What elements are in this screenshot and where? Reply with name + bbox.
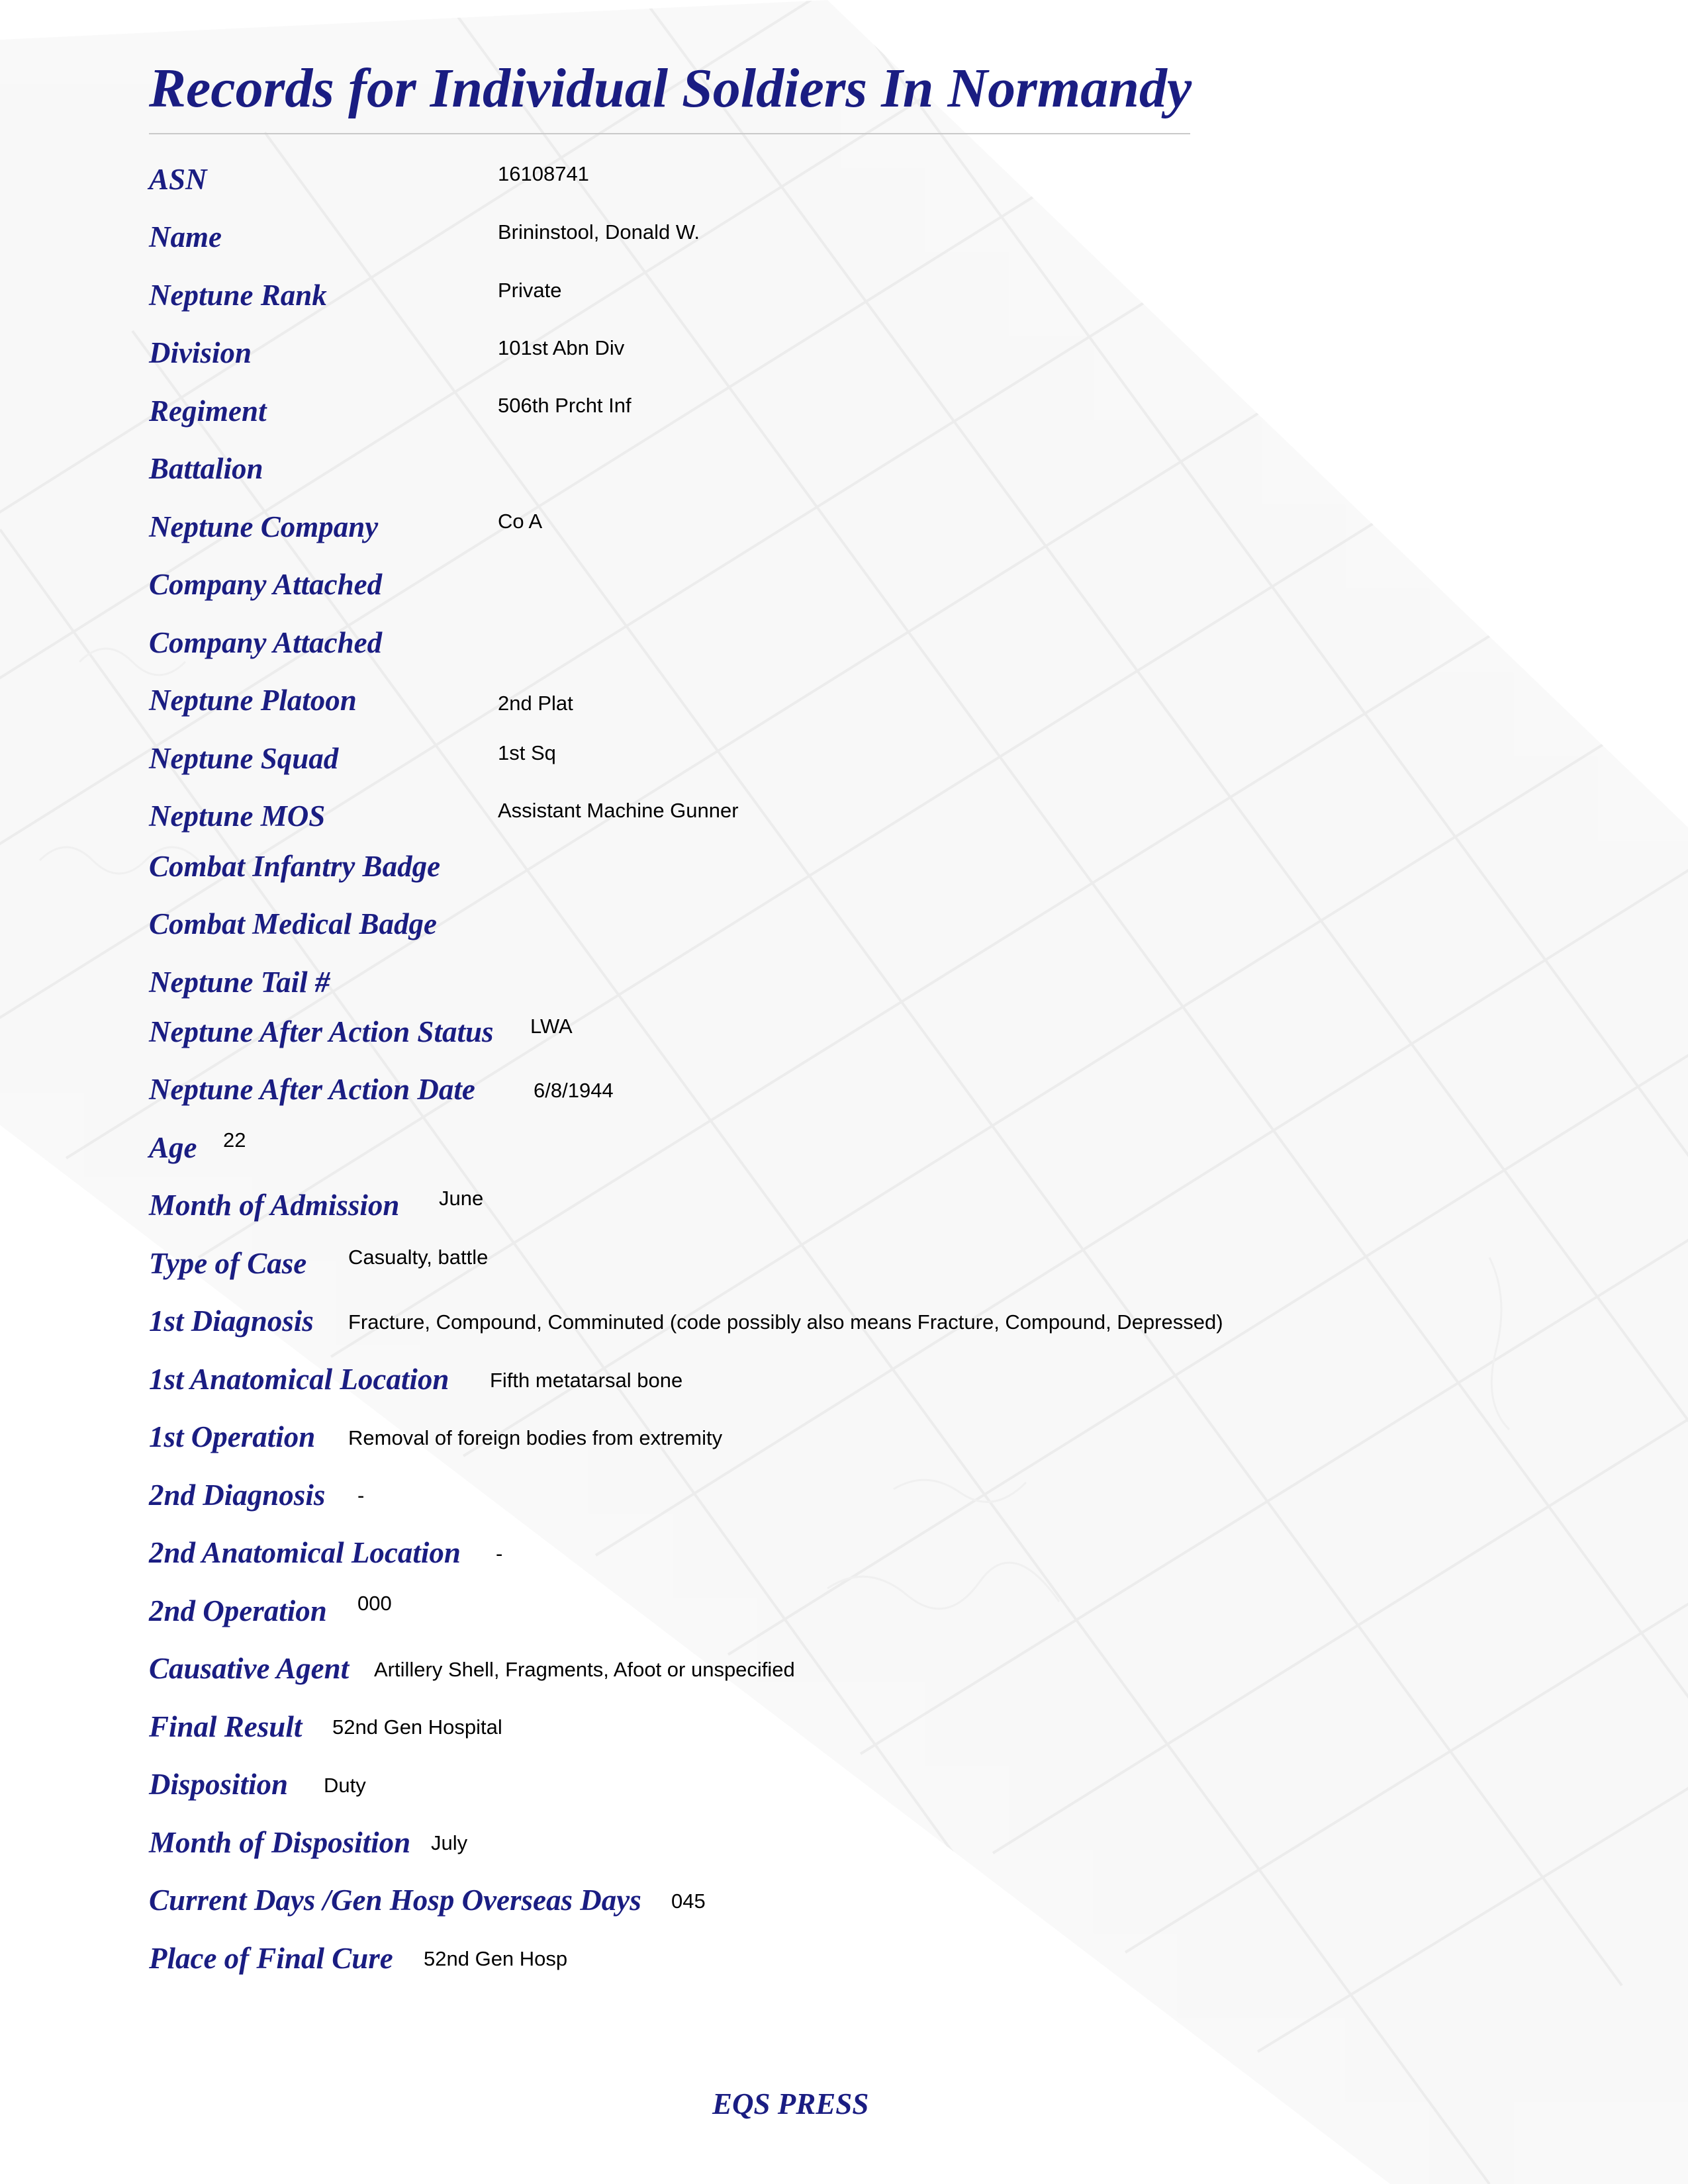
field-label-month-of-admission: Month of Admission [149, 1189, 400, 1222]
field-label-1st-diagnosis: 1st Diagnosis [149, 1304, 314, 1338]
page-title: Records for Individual Soldiers In Normandy [149, 58, 1192, 119]
field-label-2nd-diagnosis: 2nd Diagnosis [149, 1479, 326, 1512]
field-label-current-days-overseas: Current Days /Gen Hosp Overseas Days [149, 1884, 641, 1917]
field-value-division: 101st Abn Div [498, 336, 625, 359]
field-value-1st-diagnosis: Fracture, Compound, Comminuted (code possibly also means Fracture, Compound, Depressed) [348, 1310, 1223, 1334]
field-label-1st-operation: 1st Operation [149, 1420, 316, 1453]
field-value-regiment: 506th Prcht Inf [498, 394, 632, 417]
field-label-neptune-rank: Neptune Rank [149, 279, 327, 312]
field-value-type-of-case: Casualty, battle [348, 1246, 489, 1269]
field-label-neptune-tail-number: Neptune Tail # [149, 966, 330, 999]
field-label-asn: ASN [149, 163, 207, 196]
field-value-after-action-status: LWA [530, 1015, 573, 1038]
field-label-combat-medical-badge: Combat Medical Badge [149, 907, 437, 940]
field-label-age: Age [149, 1131, 197, 1164]
field-value-1st-anatomical-location: Fifth metatarsal bone [490, 1369, 683, 1392]
field-label-after-action-date: Neptune After Action Date [149, 1073, 475, 1106]
field-label-final-result: Final Result [149, 1710, 303, 1743]
field-value-neptune-rank: Private [498, 279, 562, 302]
field-value-after-action-date: 6/8/1944 [534, 1079, 614, 1102]
field-value-final-result: 52nd Gen Hospital [332, 1715, 502, 1739]
field-value-neptune-mos: Assistant Machine Gunner [498, 799, 739, 822]
field-value-place-of-final-cure: 52nd Gen Hosp [424, 1947, 568, 1970]
field-label-type-of-case: Type of Case [149, 1247, 307, 1280]
field-value-causative-agent: Artillery Shell, Fragments, Afoot or unspecified [374, 1658, 795, 1681]
field-label-battalion: Battalion [149, 452, 263, 485]
field-label-company-attached-2: Company Attached [149, 626, 383, 659]
title-underline [149, 133, 1190, 134]
field-label-neptune-company: Neptune Company [149, 510, 379, 543]
field-value-age: 22 [223, 1128, 246, 1152]
field-value-neptune-company: Co A [498, 510, 543, 533]
field-value-neptune-platoon: 2nd Plat [498, 692, 573, 715]
field-label-causative-agent: Causative Agent [149, 1652, 350, 1685]
field-value-2nd-operation: 000 [357, 1592, 392, 1615]
field-label-division: Division [149, 336, 252, 369]
field-label-regiment: Regiment [149, 394, 267, 428]
field-label-neptune-mos: Neptune MOS [149, 799, 326, 833]
field-label-neptune-platoon: Neptune Platoon [149, 684, 357, 717]
field-value-month-of-admission: June [439, 1187, 484, 1210]
field-value-name: Brininstool, Donald W. [498, 220, 700, 244]
field-label-2nd-operation: 2nd Operation [149, 1594, 327, 1627]
field-label-combat-infantry-badge: Combat Infantry Badge [149, 850, 441, 883]
field-label-company-attached: Company Attached [149, 568, 383, 601]
field-value-2nd-diagnosis: - [357, 1484, 365, 1507]
field-label-place-of-final-cure: Place of Final Cure [149, 1942, 393, 1975]
field-label-month-of-disposition: Month of Disposition [149, 1826, 411, 1859]
field-label-disposition: Disposition [149, 1768, 289, 1801]
field-value-neptune-squad: 1st Sq [498, 741, 556, 764]
field-value-2nd-anatomical-location: - [496, 1542, 503, 1565]
field-value-disposition: Duty [324, 1774, 366, 1797]
field-value-asn: 16108741 [498, 162, 589, 185]
field-label-neptune-squad: Neptune Squad [149, 742, 339, 775]
field-value-1st-operation: Removal of foreign bodies from extremity [348, 1426, 723, 1449]
field-label-after-action-status: Neptune After Action Status [149, 1015, 494, 1048]
field-label-name: Name [149, 220, 222, 253]
field-label-1st-anatomical-location: 1st Anatomical Location [149, 1363, 449, 1396]
field-value-month-of-disposition: July [431, 1831, 468, 1854]
field-label-2nd-anatomical-location: 2nd Anatomical Location [149, 1536, 461, 1569]
footer-publisher: EQS PRESS [712, 2087, 869, 2120]
field-value-current-days-overseas: 045 [671, 1889, 706, 1913]
